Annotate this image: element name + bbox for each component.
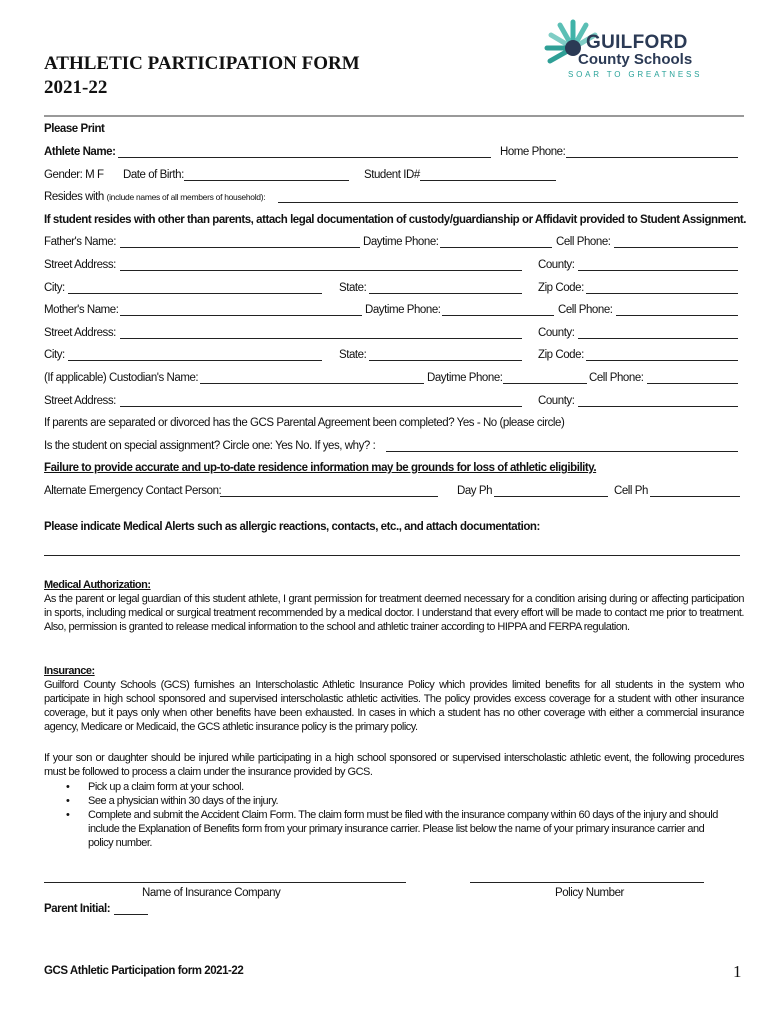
custodian-cell-phone-label: Cell Phone:	[589, 372, 644, 384]
form-year: 2021-22	[44, 77, 108, 98]
mother-street-field[interactable]	[120, 338, 522, 339]
custodian-name-label: (If applicable) Custodian's Name:	[44, 372, 199, 384]
father-street-label: Street Address:	[44, 259, 116, 271]
form-title: ATHLETIC PARTICIPATION FORM	[44, 53, 360, 74]
medical-authorization-text: As the parent or legal guardian of this student athlete, I grant permission for treatment deemed necessary for a condition arising during or affecting participation in sports, including medical or surgical treatment recommended by a medical doctor. I understand that every effort will be made to contact me prior to treatment. Also, permission is granted to release medical information to the school and athletic trainer according to HIPPA and FERPA regulation.	[44, 593, 744, 633]
list-item: • Complete and submit the Accident Claim Form. The claim form must be filed with the insurance company within 60 days of the injury and should include the Explanation of Benefits form from your primary insurance carrier. Please list below the name of your primary insurance carrier and policy number.	[64, 808, 724, 850]
insurance-heading: Insurance:	[44, 665, 95, 677]
custodian-daytime-phone-label: Daytime Phone:	[427, 372, 503, 384]
guilford-logo	[538, 18, 703, 84]
medical-authorization-heading: Medical Authorization:	[44, 579, 151, 591]
separated-question: If parents are separated or divorced has the GCS Parental Agreement been completed? Yes - No (please circle)	[44, 417, 565, 429]
logo-subname: County Schools	[578, 51, 693, 68]
student-id-label: Student ID#	[364, 169, 420, 181]
dob-field[interactable]	[184, 180, 349, 181]
gender-label: Gender: M F	[44, 169, 104, 181]
parent-initial-label: Parent Initial:	[44, 903, 111, 915]
day-ph-label: Day Ph	[457, 485, 493, 497]
resides-with-note: (include names of all members of household):	[106, 192, 266, 202]
policy-number-label: Policy Number	[555, 887, 624, 899]
custodian-name-field[interactable]	[200, 383, 424, 384]
parent-initial-field[interactable]	[114, 914, 148, 915]
custody-note: If student resides with other than parents, attach legal documentation of custody/guardianship or Affidavit provided to Student Assignment.	[44, 214, 747, 226]
insurance-text: Guilford County Schools (GCS) furnishes an Interscholastic Athletic Insurance Policy which provides limited benefits for all students in the system who participate in high school sponsored and supervised interscholastic athletic activities. The policy provides excess coverage for a student with other insurance coverage, but it pays only when other benefits have been exhausted. In cases in which a student has no other coverage with either a commercial insurance agency, Medicare or Medicaid, the GCS athletic insurance policy is the primary policy.	[44, 679, 744, 733]
custodian-cell-phone-field[interactable]	[647, 383, 738, 384]
mother-county-label: County:	[538, 327, 575, 339]
page-number: 1	[733, 962, 742, 981]
medical-alerts-label: Please indicate Medical Alerts such as allergic reactions, contacts, etc., and attach documentation:	[44, 521, 540, 533]
medical-alerts-field[interactable]	[44, 555, 740, 556]
cell-ph-label: Cell Ph	[614, 485, 648, 497]
alt-contact-label: Alternate Emergency Contact Person:	[44, 485, 222, 497]
insurance-company-field[interactable]	[44, 882, 406, 883]
mother-city-field[interactable]	[68, 360, 322, 361]
custodian-county-field[interactable]	[578, 406, 738, 407]
custodian-street-label: Street Address:	[44, 395, 116, 407]
special-assignment-question: Is the student on special assignment? Circle one: Yes No. If yes, why? :	[44, 440, 376, 452]
father-daytime-phone-field[interactable]	[440, 247, 552, 248]
father-county-field[interactable]	[578, 270, 738, 271]
please-print-label: Please Print	[44, 123, 105, 135]
resides-with-field[interactable]	[278, 202, 738, 203]
insurance-company-label: Name of Insurance Company	[142, 887, 281, 899]
mothers-name-field[interactable]	[120, 315, 362, 316]
mother-state-label: State:	[339, 349, 367, 361]
mother-street-label: Street Address:	[44, 327, 116, 339]
athlete-name-field[interactable]	[118, 157, 491, 158]
father-cell-phone-field[interactable]	[614, 247, 738, 248]
mother-state-field[interactable]	[369, 360, 522, 361]
list-item: • See a physician within 30 days of the injury.	[64, 794, 724, 808]
mother-zip-label: Zip Code:	[538, 349, 584, 361]
mother-cell-phone-label: Cell Phone:	[558, 304, 613, 316]
father-state-label: State:	[339, 282, 367, 294]
dob-label: Date of Birth:	[123, 169, 184, 181]
day-ph-field[interactable]	[494, 496, 608, 497]
father-zip-field[interactable]	[586, 293, 738, 294]
mother-daytime-phone-field[interactable]	[442, 315, 554, 316]
header-divider	[44, 115, 744, 117]
mother-zip-field[interactable]	[586, 360, 738, 361]
injury-procedures-text: If your son or daughter should be injured while participating in a high school sponsored or supervised interscholastic athletic event, the following procedures must be followed to process a claim under the insurance provided by GCS.	[44, 752, 744, 778]
father-zip-label: Zip Code:	[538, 282, 584, 294]
custodian-street-field[interactable]	[120, 406, 522, 407]
father-city-field[interactable]	[68, 293, 322, 294]
mother-county-field[interactable]	[578, 338, 738, 339]
cell-ph-field[interactable]	[650, 496, 740, 497]
alt-contact-field[interactable]	[220, 496, 438, 497]
insurance-section	[44, 664, 744, 734]
logo-name: GUILFORD	[586, 32, 688, 53]
father-daytime-phone-label: Daytime Phone:	[363, 236, 439, 248]
medical-authorization-section	[44, 578, 744, 634]
claim-steps-list	[64, 780, 724, 850]
policy-number-field[interactable]	[470, 882, 704, 883]
athlete-name-label: Athlete Name:	[44, 146, 116, 158]
home-phone-label: Home Phone:	[500, 146, 566, 158]
custodian-daytime-phone-field[interactable]	[503, 383, 587, 384]
father-cell-phone-label: Cell Phone:	[556, 236, 611, 248]
student-id-field[interactable]	[420, 180, 556, 181]
home-phone-field[interactable]	[566, 157, 738, 158]
father-city-label: City:	[44, 282, 65, 294]
mothers-name-label: Mother's Name:	[44, 304, 119, 316]
mother-daytime-phone-label: Daytime Phone:	[365, 304, 441, 316]
list-item: • Pick up a claim form at your school.	[64, 780, 724, 794]
logo-tagline: SOAR TO GREATNESS	[568, 70, 703, 79]
fathers-name-label: Father's Name:	[44, 236, 116, 248]
footer-label: GCS Athletic Participation form 2021-22	[44, 965, 244, 977]
mother-city-label: City:	[44, 349, 65, 361]
fathers-name-field[interactable]	[120, 247, 360, 248]
mother-cell-phone-field[interactable]	[616, 315, 738, 316]
resides-with-label	[44, 190, 265, 204]
custodian-county-label: County:	[538, 395, 575, 407]
resides-with-text: Resides with	[44, 191, 104, 203]
father-county-label: County:	[538, 259, 575, 271]
failure-note: Failure to provide accurate and up-to-date residence information may be grounds for loss of athletic eligibility.	[44, 462, 597, 474]
father-state-field[interactable]	[369, 293, 522, 294]
father-street-field[interactable]	[120, 270, 522, 271]
special-assignment-field[interactable]	[386, 451, 738, 452]
